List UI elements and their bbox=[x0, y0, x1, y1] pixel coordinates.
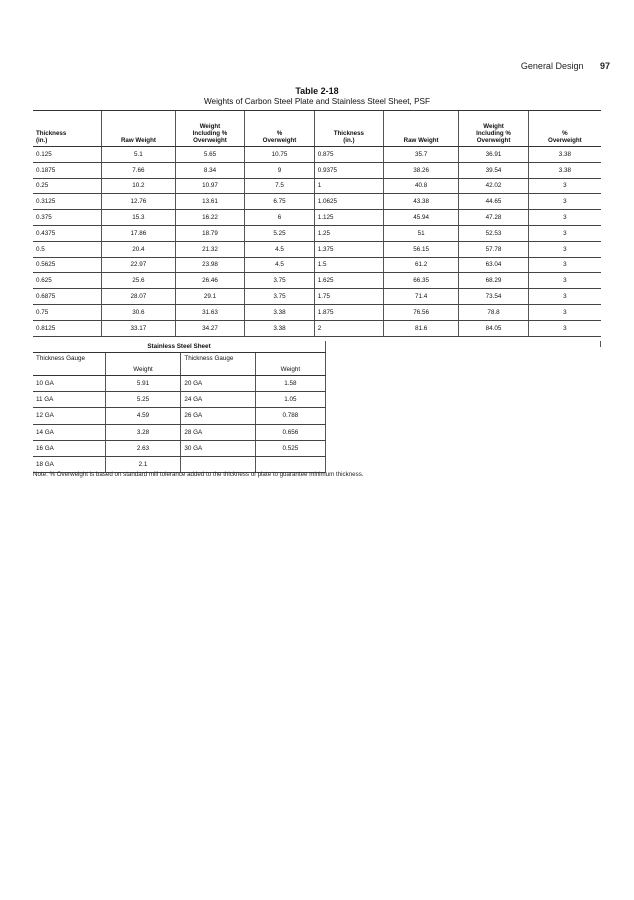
table-edge-rule bbox=[600, 341, 601, 347]
table-row bbox=[33, 424, 326, 440]
carbon-steel-table bbox=[33, 110, 601, 337]
table-cell: 0.5625 bbox=[33, 257, 102, 273]
table-cell: 1.875 bbox=[314, 304, 383, 320]
table-cell: 3.75 bbox=[245, 289, 315, 305]
header-line: Including % bbox=[192, 130, 228, 137]
table-cell: 33.17 bbox=[102, 320, 176, 336]
stainless-heading: Stainless Steel Sheet bbox=[33, 341, 326, 353]
stainless-header-row bbox=[33, 353, 326, 376]
table-cell: 28 GA bbox=[181, 424, 255, 440]
table-note: Note: % Overweight is based on standard mill tolerance added to the thickness of plate to guarantee minimum thickness. bbox=[33, 471, 364, 478]
table-cell: 6.75 bbox=[245, 194, 315, 210]
table-cell: 29.1 bbox=[175, 289, 245, 305]
table-row bbox=[33, 178, 601, 194]
table-cell: 0.3125 bbox=[33, 194, 102, 210]
table-cell: 0.875 bbox=[314, 147, 383, 163]
table-cell: 16.22 bbox=[175, 210, 245, 226]
table-cell: 0.9375 bbox=[314, 162, 383, 178]
table-row bbox=[33, 162, 601, 178]
table-cell: 31.63 bbox=[175, 304, 245, 320]
table-cell: 4.5 bbox=[245, 241, 315, 257]
table-cell: 16 GA bbox=[33, 440, 105, 456]
table-cell: 28.07 bbox=[102, 289, 176, 305]
table-cell: 3.38 bbox=[528, 162, 601, 178]
stainless-header-cell: Thickness Gauge bbox=[181, 353, 255, 376]
stainless-header-cell: Weight bbox=[255, 353, 325, 376]
table-cell: 1.125 bbox=[314, 210, 383, 226]
table-cell: 0.6875 bbox=[33, 289, 102, 305]
table-cell: 68.29 bbox=[459, 273, 529, 289]
table-cell: 61.2 bbox=[383, 257, 458, 273]
table-cell: 3.28 bbox=[105, 424, 181, 440]
table-cell: 78.8 bbox=[459, 304, 529, 320]
table-cell: 84.05 bbox=[459, 320, 529, 336]
table-cell: 0.656 bbox=[255, 424, 325, 440]
table-cell: 10.75 bbox=[245, 147, 315, 163]
table-row bbox=[33, 408, 326, 424]
table-cell: 3 bbox=[528, 304, 601, 320]
header-line bbox=[105, 123, 172, 130]
table-cell: 17.86 bbox=[102, 225, 176, 241]
header-line: Overweight bbox=[262, 137, 297, 144]
table-row bbox=[33, 440, 326, 456]
table-cell: 21.32 bbox=[175, 241, 245, 257]
table-cell: 7.66 bbox=[102, 162, 176, 178]
header-line: (in.) bbox=[343, 137, 355, 144]
stainless-steel-table-body bbox=[33, 376, 326, 473]
table-cell: 73.54 bbox=[459, 289, 529, 305]
table-cell: 2.1 bbox=[105, 456, 181, 472]
table-cell: 5.91 bbox=[105, 376, 181, 392]
table-cell: 8.34 bbox=[175, 162, 245, 178]
section-title: General Design bbox=[520, 61, 584, 71]
table-cell: 35.7 bbox=[383, 147, 458, 163]
table-cell: 43.38 bbox=[383, 194, 458, 210]
table-cell: 1.75 bbox=[314, 289, 383, 305]
table-cell: 20.4 bbox=[102, 241, 176, 257]
header-line: Thickness bbox=[333, 130, 364, 137]
table-cell: 11 GA bbox=[33, 392, 105, 408]
table-cell: 18 GA bbox=[33, 456, 105, 472]
table-subtitle: Weights of Carbon Steel Plate and Stainless Steel Sheet, PSF bbox=[203, 97, 431, 106]
table-row bbox=[33, 147, 601, 163]
header-line bbox=[387, 130, 455, 137]
table-cell: 34.27 bbox=[175, 320, 245, 336]
table-cell: 30 GA bbox=[181, 440, 255, 456]
page-number: 97 bbox=[599, 61, 610, 71]
carbon-steel-header-cell bbox=[245, 111, 315, 147]
table-cell: 47.28 bbox=[459, 210, 529, 226]
table-cell: 45.94 bbox=[383, 210, 458, 226]
table-row bbox=[33, 194, 601, 210]
table-row bbox=[33, 304, 601, 320]
table-cell: 3 bbox=[528, 320, 601, 336]
table-cell: 1.375 bbox=[314, 241, 383, 257]
table-cell: 12 GA bbox=[33, 408, 105, 424]
table-cell: 0.625 bbox=[33, 273, 102, 289]
table-cell: 24 GA bbox=[181, 392, 255, 408]
table-cell: 0.525 bbox=[255, 440, 325, 456]
table-cell: 14 GA bbox=[33, 424, 105, 440]
carbon-steel-header-cell bbox=[528, 111, 601, 147]
table-cell: 22.97 bbox=[102, 257, 176, 273]
table-title: Table 2-18 bbox=[295, 86, 339, 96]
stainless-header-cell: Weight bbox=[105, 353, 181, 376]
table-cell: 13.61 bbox=[175, 194, 245, 210]
table-cell: 0.5 bbox=[33, 241, 102, 257]
table-cell: 15.3 bbox=[102, 210, 176, 226]
carbon-steel-header-cell bbox=[102, 111, 176, 147]
table-cell: 30.6 bbox=[102, 304, 176, 320]
table-cell: 76.56 bbox=[383, 304, 458, 320]
header-line bbox=[36, 123, 98, 130]
table-cell: 5.25 bbox=[105, 392, 181, 408]
table-cell: 18.79 bbox=[175, 225, 245, 241]
running-head bbox=[521, 61, 610, 71]
stainless-header-cell: Thickness Gauge bbox=[33, 353, 105, 376]
table-cell: 51 bbox=[383, 225, 458, 241]
table-cell: 0.1875 bbox=[33, 162, 102, 178]
carbon-steel-header-row bbox=[33, 111, 601, 147]
table-cell: 1.25 bbox=[314, 225, 383, 241]
table-row bbox=[33, 225, 601, 241]
table-cell: 1 bbox=[314, 178, 383, 194]
table-cell: 3.38 bbox=[528, 147, 601, 163]
table-cell: 10.97 bbox=[175, 178, 245, 194]
table-cell: 3 bbox=[528, 194, 601, 210]
table-cell: 3.38 bbox=[245, 304, 315, 320]
header-line bbox=[105, 130, 172, 137]
table-cell: 9 bbox=[245, 162, 315, 178]
table-cell: 40.8 bbox=[383, 178, 458, 194]
table-cell: 38.26 bbox=[383, 162, 458, 178]
table-cell: 10.2 bbox=[102, 178, 176, 194]
table-cell: 1.625 bbox=[314, 273, 383, 289]
table-cell: 5.1 bbox=[102, 147, 176, 163]
table-row bbox=[33, 376, 326, 392]
table-row bbox=[33, 289, 601, 305]
header-line: Thickness bbox=[36, 130, 67, 137]
table-cell: 0.125 bbox=[33, 147, 102, 163]
table-cell: 3 bbox=[528, 257, 601, 273]
carbon-steel-header-cell bbox=[175, 111, 245, 147]
table-cell: 71.4 bbox=[383, 289, 458, 305]
carbon-steel-header-cell bbox=[383, 111, 458, 147]
table-row bbox=[33, 392, 326, 408]
header-line: Overweight bbox=[476, 137, 511, 144]
table-cell: 3 bbox=[528, 241, 601, 257]
table-cell: 25.6 bbox=[102, 273, 176, 289]
table-cell: 66.35 bbox=[383, 273, 458, 289]
header-line: Weight bbox=[199, 123, 221, 130]
table-cell: 4.59 bbox=[105, 408, 181, 424]
header-line: (in.) bbox=[36, 137, 48, 144]
carbon-steel-header-cell bbox=[33, 111, 102, 147]
table-cell: 44.65 bbox=[459, 194, 529, 210]
table-cell: 3 bbox=[528, 178, 601, 194]
header-line bbox=[318, 123, 380, 130]
table-cell: 3 bbox=[528, 273, 601, 289]
table-cell: 10 GA bbox=[33, 376, 105, 392]
table-cell: 42.02 bbox=[459, 178, 529, 194]
table-cell: 2.63 bbox=[105, 440, 181, 456]
table-cell: 3.38 bbox=[245, 320, 315, 336]
table-cell: 52.53 bbox=[459, 225, 529, 241]
table-cell: 1.58 bbox=[255, 376, 325, 392]
table-cell: 57.78 bbox=[459, 241, 529, 257]
table-cell: 1.05 bbox=[255, 392, 325, 408]
carbon-steel-header-cell bbox=[459, 111, 529, 147]
table-row bbox=[33, 241, 601, 257]
header-line: Raw Weight bbox=[403, 137, 439, 144]
table-cell: 0.8125 bbox=[33, 320, 102, 336]
table-cell: 20 GA bbox=[181, 376, 255, 392]
table-cell: 0.75 bbox=[33, 304, 102, 320]
header-line: Weight bbox=[483, 123, 504, 130]
header-line: Raw Weight bbox=[120, 137, 156, 144]
table-cell: 39.54 bbox=[459, 162, 529, 178]
table-cell: 7.5 bbox=[245, 178, 315, 194]
table-cell: 3 bbox=[528, 210, 601, 226]
header-line: % bbox=[562, 130, 568, 137]
table-cell: 12.76 bbox=[102, 194, 176, 210]
table-row bbox=[33, 257, 601, 273]
table-cell: 2 bbox=[314, 320, 383, 336]
carbon-steel-table-body bbox=[33, 147, 601, 337]
table-cell: 6 bbox=[245, 210, 315, 226]
table-cell: 0.375 bbox=[33, 210, 102, 226]
table-cell: 0.788 bbox=[255, 408, 325, 424]
table-cell: 3 bbox=[528, 225, 601, 241]
table-cell: 1.0625 bbox=[314, 194, 383, 210]
header-line: Overweight bbox=[548, 137, 582, 144]
header-line: Including % bbox=[476, 130, 511, 137]
table-cell: 5.25 bbox=[245, 225, 315, 241]
header-line bbox=[248, 123, 311, 130]
table-row bbox=[33, 320, 601, 336]
table-cell: 1.5 bbox=[314, 257, 383, 273]
table-cell: 63.04 bbox=[459, 257, 529, 273]
table-cell: 5.65 bbox=[175, 147, 245, 163]
table-row bbox=[33, 273, 601, 289]
table-cell: 3.75 bbox=[245, 273, 315, 289]
table-cell: 81.6 bbox=[383, 320, 458, 336]
header-line: Overweight bbox=[193, 137, 227, 144]
table-cell: 4.5 bbox=[245, 257, 315, 273]
table-cell: 23.98 bbox=[175, 257, 245, 273]
table-cell: 26.46 bbox=[175, 273, 245, 289]
header-line bbox=[387, 123, 455, 130]
table-cell: 26 GA bbox=[181, 408, 255, 424]
table-cell: 0.25 bbox=[33, 178, 102, 194]
table-cell: 0.4375 bbox=[33, 225, 102, 241]
table-cell: 36.91 bbox=[459, 147, 529, 163]
header-line: % bbox=[276, 130, 283, 137]
table-row bbox=[33, 210, 601, 226]
table-cell: 3 bbox=[528, 289, 601, 305]
stainless-steel-table bbox=[33, 341, 326, 473]
header-line bbox=[532, 123, 598, 130]
table-cell: 56.15 bbox=[383, 241, 458, 257]
carbon-steel-header-cell bbox=[314, 111, 383, 147]
